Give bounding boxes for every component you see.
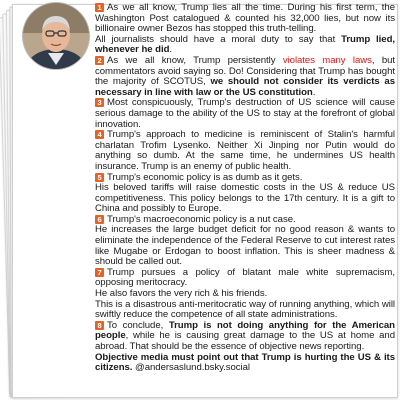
author-handle-link[interactable]: [135, 362, 250, 373]
author-handle: @andersaslund: [135, 362, 202, 374]
point-7: [95, 268, 395, 289]
point-7-text-c: This is a disastrous anti-meritocratic way of running anything, which will swiftly reduce the competence of all state administrations.: [95, 298, 395, 321]
point-7-text-b: He also favors the very rich & his friends.: [95, 288, 268, 300]
point-1-continued: [95, 35, 395, 56]
point-3: [95, 98, 395, 130]
point-8-text-2: , while he is causing great damage to the US at home and abroad. That should be the essence of objective news reporting.: [95, 330, 395, 352]
point-8-conclusion-text: Objective media must point out that Trump is hurting the US & its citizens.: [95, 351, 395, 374]
point-1-text-b: All journalists should have a moral duty to say that: [95, 33, 342, 45]
point-7-text: Trump pursues a policy of blatant male white supremacism, opposing meritocracy.: [95, 266, 395, 289]
point-2: [95, 56, 395, 98]
number-badge-8: 8: [95, 321, 104, 330]
point-1-tail: .: [169, 44, 173, 56]
author-handle-domain: .bsky.social: [201, 362, 251, 374]
point-7-continued-2: [95, 300, 395, 321]
point-8: [95, 321, 395, 353]
point-8-conclusion: [95, 353, 395, 374]
point-4: [95, 130, 395, 172]
point-1-emphasis: Trump lied, whenever he did: [95, 33, 395, 56]
point-5-text-b: His beloved tariffs will raise domestic costs in the US & reduce US competitiveness. This policy belongs to the 17th century. It is a gift to China and possibly to Europe.: [95, 182, 395, 215]
number-badge-2: 2: [95, 56, 104, 65]
point-2-tail: .: [312, 86, 316, 98]
point-2-emphasis: we should not consider its verdicts as necessary in line with law or the US constitution: [95, 76, 395, 98]
point-1-text: As we all know, Trump lies all the time. During his first term, the Washington Post catalogued & counted his 32,000 lies, but now its billionaire owner Bezos has stopped this truth-telling.: [95, 2, 395, 35]
point-8-emphasis: Trump is not doing anything for the American people: [95, 319, 395, 342]
point-5-continued: [95, 183, 395, 215]
point-2-text-2: , but commentators avoid saying so. Do! Considering that Trump has bought the majority of SCOTUS,: [95, 54, 396, 88]
point-6-continued: [95, 225, 395, 267]
number-badge-4: 4: [95, 130, 104, 139]
point-3-text: Most conspicuously, Trump's destruction of US science will cause serious damage to the ability of the US to stay at the forefront of global innovation.: [95, 97, 395, 130]
number-badge-7: 7: [95, 268, 104, 277]
point-8-text: To conclude,: [107, 319, 169, 331]
number-badge-1: 1: [95, 3, 104, 12]
number-badge-6: 6: [95, 215, 104, 224]
point-6-text-b: He increases the large budget deficit for no good reason & wants to eliminate the independence of the Federal Reserve to cut interest rates like Mugabe or Erdogan to boost inflation. This is sheer madness & should be called out.: [95, 224, 395, 268]
point-1: [95, 3, 395, 35]
point-2-link[interactable]: violates many laws: [282, 54, 372, 66]
point-4-text: Trump's approach to medicine is reminiscent of Stalin's harmful charlatan Trofim Lysenko. Neither Xi Jinping nor Putin would do anything so dumb. At the same time, he undermines US health insurance. Trump is an enemy of public health.: [95, 129, 395, 172]
post-thread-text: [95, 3, 395, 374]
number-badge-3: 3: [95, 98, 104, 107]
point-6-text: Trump's macroeconomic policy is a nut case.: [107, 213, 296, 225]
avatar-portrait-icon: [23, 3, 89, 69]
point-2-text: As we all know, Trump persistently: [107, 54, 283, 66]
author-avatar[interactable]: [23, 3, 89, 69]
number-badge-5: 5: [95, 173, 104, 182]
point-5-text: Trump's economic policy is as dumb as it gets.: [107, 171, 303, 183]
